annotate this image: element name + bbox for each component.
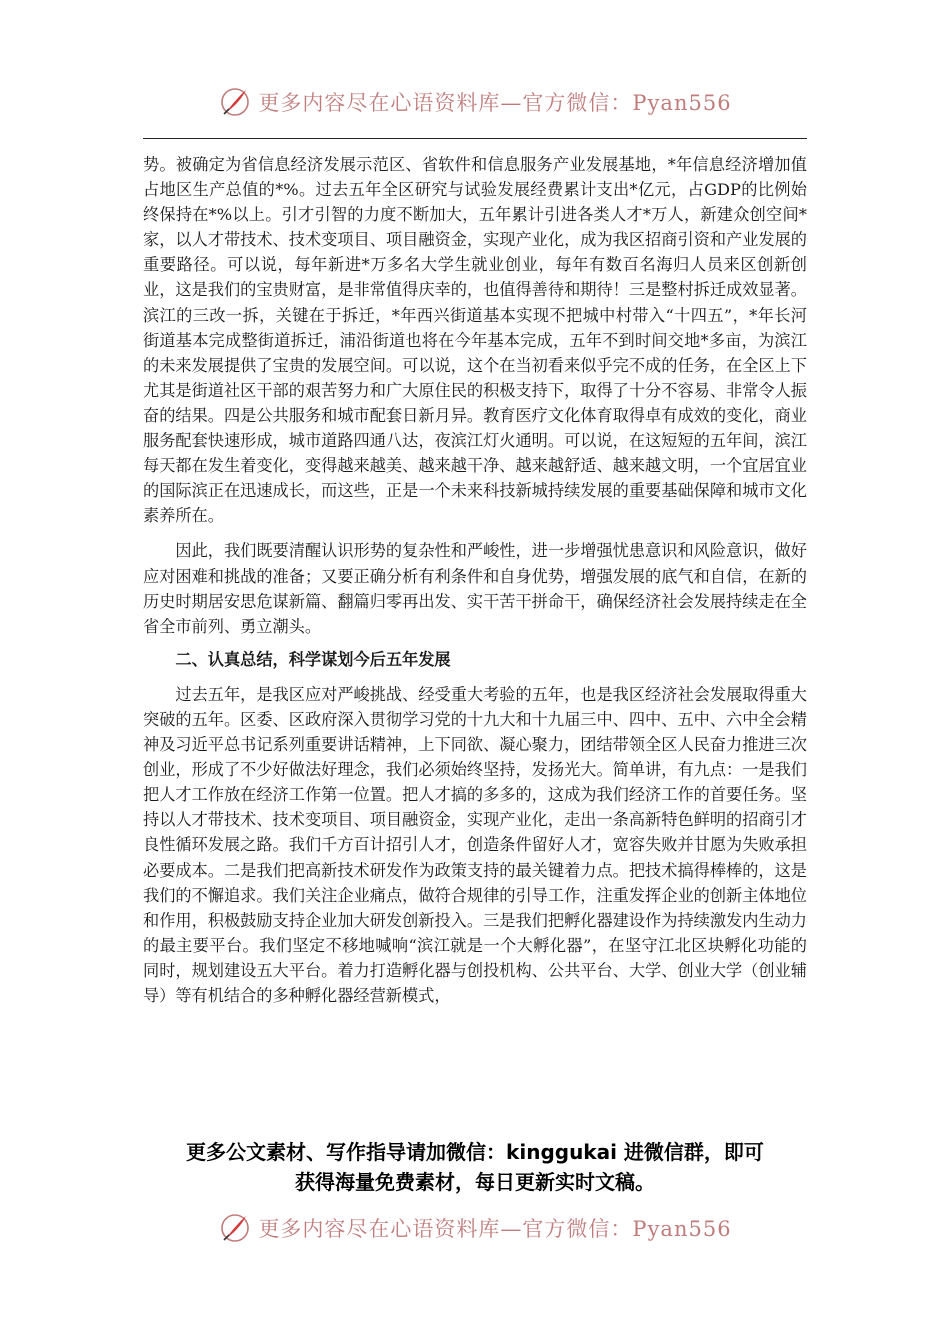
footer-banner-text: 更多内容尽在心语资料库—官方微信：Pyan556 <box>258 1217 732 1241</box>
promo-line: 更多公文素材、写作指导请加微信：kinggukai 进微信群，即可 <box>186 1140 764 1164</box>
header-divider <box>143 138 807 139</box>
header-banner-text: 更多内容尽在心语资料库—官方微信：Pyan556 <box>258 91 732 115</box>
body-paragraph: 过去五年，是我区应对严峻挑战、经受重大考验的五年，也是我区经济社会发展取得重大突破的五年。区委、区政府深入贯彻学习党的十九大和十九届三中、四中、五中、六中全会精神及习近平总书记系列重要讲话精神，上下同欲、凝心聚力，团结带领全区人民奋力推进三次创业，形成了不少好做法好理念，我们必须始终坚持，发扬光大。简单讲，有九点：一是我们把人才工作放在经济工作第一位置。把人才搞的多多的，这成为我们经济工作的首要任务。坚持以人才带技术、技术变项目、项目融资金，实现产业化，走出一条高新特色鲜明的招商引才良性循环发展之路。我们千方百计招引人才，创造条件留好人才，宽容失败并甘愿为失败承担必要成本。二是我们把高新技术研发作为政策支持的最关键着力点。把技术搞得棒棒的，这是我们的不懈追求。我们关注企业痛点，做符合规律的引导工作，注重发挥企业的创新主体地位和作用，积极鼓励支持企业加大研发创新投入。三是我们把孵化器建设作为持续激发内生动力的最主要平台。我们坚定不移地喊响“滨江就是一个大孵化器”，在坚守江北区块孵化功能的同时，规划建设五大平台。着力打造孵化器与创投机构、公共平台、大学、创业大学（创业辅导）等有机结合的多种孵化器经营新模式， <box>143 684 807 1005</box>
header-banner <box>0 82 950 122</box>
footer-banner <box>0 1208 950 1248</box>
promo-line: 获得海量免费素材，每日更新实时文稿。 <box>295 1170 655 1194</box>
promo-notice <box>143 1137 807 1197</box>
body-paragraph: 因此，我们既要清醒认识形势的复杂性和严峻性，进一步增强忧患意识和风险意识，做好应对困难和挑战的准备；又要正确分析有利条件和自身优势，增强发展的底气和自信，在新的历史时期居安思危谋新篇、翻篇归零再出发、实干苦干拼命干，确保经济社会发展持续走在全省全市前列、勇立潮头。 <box>143 541 807 636</box>
document-body <box>143 152 807 1008</box>
section-heading: 二、认真总结，科学谋划今后五年发展 <box>175 649 451 669</box>
quill-logo-icon <box>218 1211 252 1245</box>
quill-logo-icon <box>218 85 252 119</box>
body-paragraph: 势。被确定为省信息经济发展示范区、省软件和信息服务产业发展基地，*年信息经济增加值占地区生产总值的*%。过去五年全区研究与试验发展经费累计支出*亿元，占GDP的比例始终保持在*%以上。引才引智的力度不断加大，五年累计引进各类人才*万人，新建众创空间*家，以人才带技术、技术变项目、项目融资金，实现产业化，成为我区招商引资和产业发展的重要路径。可以说，每年新进*万多名大学生就业创业，每年有数百名海归人员来区创新创业，这是我们的宝贵财富，是非常值得庆幸的，也值得善待和期待！三是整村拆迁成效显著。滨江的三改一拆，关键在于拆迁，*年西兴街道基本实现不把城中村带入“十四五”，*年长河街道基本完成整街道拆迁，浦沿街道也将在今年基本完成，五年不到时间交地*多亩，为滨江的未来发展提供了宝贵的发展空间。可以说，这个在当初看来似乎完不成的任务，在全区上下尤其是街道社区干部的艰苦努力和广大原住民的积极支持下，取得了十分不容易、非常令人振奋的结果。四是公共服务和城市配套日新月异。教育医疗文化体育取得卓有成效的变化，商业服务配套快速形成，城市道路四通八达，夜滨江灯火通明。可以说，在这短短的五年间，滨江每天都在发生着变化，变得越来越美、越来越干净、越来越舒适、越来越文明，一个宜居宜业的国际滨正在迅速成长，而这些，正是一个未来科技新城持续发展的重要基础保障和城市文化素养所在。 <box>143 155 807 526</box>
